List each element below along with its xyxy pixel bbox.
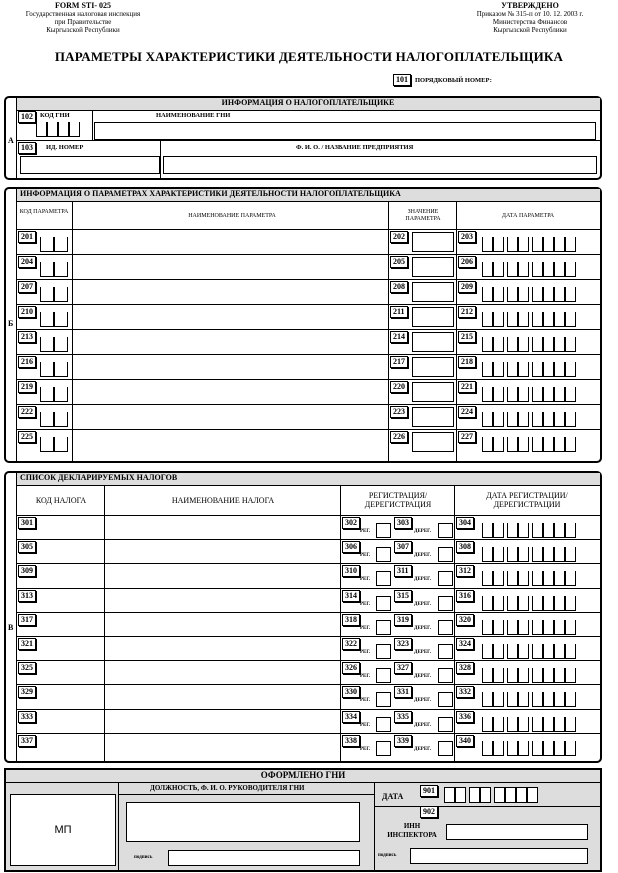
reg-date-cells[interactable]: [482, 741, 579, 756]
footer-title: ОФОРМЛЕНО ГНИ: [6, 770, 600, 783]
reg-date-cells[interactable]: [482, 571, 579, 586]
approval-line3: Кыргызской Республики: [493, 26, 567, 34]
param-date-num: 206: [458, 256, 476, 268]
param-name-field[interactable]: [74, 430, 387, 452]
param-date-cells[interactable]: [482, 287, 579, 302]
b-col-divider-3: [456, 201, 457, 461]
id-number-field[interactable]: [20, 156, 160, 174]
dereg-label: ДЕРЕГ.: [414, 698, 432, 703]
reg-num: 302: [342, 517, 360, 529]
reg-date-num: 304: [456, 517, 474, 529]
page-title: ПАРАМЕТРЫ ХАРАКТЕРИСТИКИ ДЕЯТЕЛЬНОСТИ НАЛОГОПЛАТЕЛЬЩИКА: [54, 49, 564, 64]
param-date-num: 221: [458, 381, 476, 393]
date-underline: [374, 806, 600, 807]
section-a-divider: [16, 98, 17, 178]
reg-date-num: 312: [456, 565, 474, 577]
param-code-cells[interactable]: [40, 262, 68, 277]
reg-checkbox[interactable]: [376, 692, 391, 707]
reg-date-num: 332: [456, 686, 474, 698]
reg-date-cells[interactable]: [482, 547, 579, 562]
section-b-header: [16, 189, 600, 202]
param-date-cells[interactable]: [482, 337, 579, 352]
param-value-field[interactable]: [412, 257, 454, 277]
param-date-cells[interactable]: [482, 362, 579, 377]
serial-number: [393, 69, 492, 87]
section-b-letter: Б: [8, 319, 14, 328]
inspector-label: ИНН ИНСПЕКТОРА: [387, 822, 437, 839]
approval-line1: Приказом № 315-п от 10. 12. 2003 г.: [476, 10, 584, 18]
c-col-divider-3: [454, 485, 455, 761]
section-b: [4, 187, 602, 463]
gni-divider: [92, 110, 93, 140]
tax-code-num: 325: [18, 662, 36, 674]
reg-date-num: 324: [456, 638, 474, 650]
tax-name-field[interactable]: [106, 516, 338, 538]
footer-date-cells[interactable]: [444, 787, 541, 803]
serial-code: 101: [393, 74, 411, 86]
reg-label: РЕГ.: [360, 577, 371, 582]
head-underline: [118, 794, 374, 795]
tax-name-field[interactable]: [106, 589, 338, 611]
tax-name-field[interactable]: [106, 613, 338, 635]
reg-label: РЕГ.: [360, 698, 371, 703]
reg-num: 334: [342, 711, 360, 723]
inspector-sign-label: подпись: [378, 853, 397, 858]
tax-name-field[interactable]: [106, 685, 338, 707]
tax-code-num: 329: [18, 686, 36, 698]
col-param-name: НАИМЕНОВАНИЕ ПАРАМЕТРА: [188, 213, 276, 219]
tax-name-field[interactable]: [106, 637, 338, 659]
reg-checkbox[interactable]: [376, 523, 391, 538]
code-901: 901: [420, 785, 438, 797]
form-code: FORM STI- 025: [55, 1, 111, 10]
dereg-checkbox[interactable]: [438, 717, 453, 732]
reg-label: РЕГ.: [360, 626, 371, 631]
reg-date-cells[interactable]: [482, 692, 579, 707]
tax-name-field[interactable]: [106, 564, 338, 586]
dereg-num: 331: [394, 686, 412, 698]
param-code-num: 225: [18, 431, 36, 443]
inspector-name-field[interactable]: [446, 824, 588, 840]
param-code-cells[interactable]: [40, 287, 68, 302]
param-value-field[interactable]: [412, 282, 454, 302]
section-c-left-divider: [16, 473, 17, 761]
tax-code-field[interactable]: [40, 589, 102, 611]
footer-section: [4, 768, 602, 872]
reg-checkbox[interactable]: [376, 547, 391, 562]
code-103: 103: [18, 142, 36, 154]
tax-code-field[interactable]: [40, 613, 102, 635]
section-a-row-divider: [16, 140, 600, 141]
reg-num: 318: [342, 614, 360, 626]
tax-name-field[interactable]: [106, 710, 338, 732]
issuer-line3: Кыргызской Республики: [46, 26, 120, 34]
serial-label: ПОРЯДКОВЫЙ НОМЕР:: [415, 77, 492, 84]
param-date-num: 215: [458, 331, 476, 343]
tax-code-field[interactable]: [40, 540, 102, 562]
dereg-checkbox[interactable]: [438, 620, 453, 635]
id-divider: [160, 140, 161, 178]
reg-date-num: 308: [456, 541, 474, 553]
param-name-field[interactable]: [74, 405, 387, 427]
reg-num: 310: [342, 565, 360, 577]
param-code-num: 222: [18, 406, 36, 418]
tax-name-field[interactable]: [106, 540, 338, 562]
dereg-label: ДЕРЕГ.: [414, 553, 432, 558]
dereg-checkbox[interactable]: [438, 668, 453, 683]
head-signature-field[interactable]: [168, 850, 360, 866]
section-b-title: ИНФОРМАЦИЯ О ПАРАМЕТРАХ ХАРАКТЕРИСТИКИ ДЕЯТЕЛЬНОСТИ НАЛОГОПЛАТЕЛЬЩИКА: [20, 189, 401, 198]
dereg-checkbox[interactable]: [438, 692, 453, 707]
param-code-cells[interactable]: [40, 362, 68, 377]
param-date-cells[interactable]: [482, 262, 579, 277]
issuer-block: [8, 2, 158, 34]
tax-code-num: 321: [18, 638, 36, 650]
b-col-divider-1: [72, 201, 73, 461]
tax-code-field[interactable]: [40, 637, 102, 659]
dereg-num: 307: [394, 541, 412, 553]
tax-code-field[interactable]: [40, 564, 102, 586]
dereg-checkbox[interactable]: [438, 596, 453, 611]
taxpayer-name-field[interactable]: [163, 156, 597, 174]
param-name-field[interactable]: [74, 355, 387, 377]
param-date-cells[interactable]: [482, 237, 579, 252]
dereg-num: 323: [394, 638, 412, 650]
section-a: [4, 96, 602, 180]
reg-date-num: 336: [456, 711, 474, 723]
param-code-num: 213: [18, 331, 36, 343]
tax-code-num: 337: [18, 735, 36, 747]
reg-date-cells[interactable]: [482, 644, 579, 659]
col-tax-code: КОД НАЛОГА: [35, 496, 87, 505]
reg-date-cells[interactable]: [482, 620, 579, 635]
dereg-label: ДЕРЕГ.: [414, 723, 432, 728]
param-name-field[interactable]: [74, 330, 387, 352]
param-name-field[interactable]: [74, 380, 387, 402]
inspector-signature-field[interactable]: [410, 848, 588, 864]
dereg-label: ДЕРЕГ.: [414, 650, 432, 655]
reg-num: 326: [342, 662, 360, 674]
b-col-divider-2: [388, 201, 389, 461]
param-value-num: 208: [390, 281, 408, 293]
gni-code-cells[interactable]: [36, 122, 80, 137]
param-value-field[interactable]: [412, 307, 454, 327]
code-102: 102: [18, 111, 36, 123]
col-tax-name: НАИМЕНОВАНИЕ НАЛОГА: [171, 496, 275, 505]
param-value-field[interactable]: [412, 407, 454, 427]
dereg-label: ДЕРЕГ.: [414, 529, 432, 534]
tax-name-field[interactable]: [106, 734, 338, 756]
tax-code-num: 301: [18, 517, 36, 529]
gni-name-field[interactable]: [94, 122, 596, 140]
reg-num: 322: [342, 638, 360, 650]
col-param-date: ДАТА ПАРАМЕТРА: [501, 213, 555, 219]
param-date-cells[interactable]: [482, 312, 579, 327]
reg-label: РЕГ.: [360, 650, 371, 655]
approval-line2: Министерства Финансов: [492, 18, 568, 26]
reg-date-num: 328: [456, 662, 474, 674]
dereg-label: ДЕРЕГ.: [414, 626, 432, 631]
head-name-field[interactable]: [126, 802, 360, 842]
param-value-num: 211: [390, 306, 408, 318]
param-name-field[interactable]: [74, 305, 387, 327]
param-code-num: 210: [18, 306, 36, 318]
param-code-cells[interactable]: [40, 312, 68, 327]
section-c: [4, 471, 602, 763]
param-date-num: 227: [458, 431, 476, 443]
issuer-line2: при Правительстве: [54, 18, 112, 26]
param-date-num: 203: [458, 231, 476, 243]
reg-num: 330: [342, 686, 360, 698]
param-code-cells[interactable]: [40, 337, 68, 352]
reg-date-cells[interactable]: [482, 596, 579, 611]
param-value-num: 214: [390, 331, 408, 343]
reg-checkbox[interactable]: [376, 620, 391, 635]
tax-code-num: 309: [18, 565, 36, 577]
section-c-letter: В: [8, 623, 14, 632]
param-value-field[interactable]: [412, 432, 454, 452]
c-col-divider-2: [340, 485, 341, 761]
gni-code-label: КОД ГНИ: [40, 112, 70, 119]
id-label: ИД. НОМЕР: [46, 144, 84, 151]
reg-num: 306: [342, 541, 360, 553]
issuer-line1: Государственная налоговая инспекция: [25, 10, 141, 18]
dereg-num: 319: [394, 614, 412, 626]
stamp-area: МП: [10, 794, 116, 866]
dereg-label: ДЕРЕГ.: [414, 747, 432, 752]
reg-date-num: 320: [456, 614, 474, 626]
head-sign-label: подпись: [134, 855, 153, 860]
dereg-checkbox[interactable]: [438, 523, 453, 538]
param-value-num: 220: [390, 381, 408, 393]
dereg-num: 303: [394, 517, 412, 529]
reg-checkbox[interactable]: [376, 571, 391, 586]
reg-label: РЕГ.: [360, 529, 371, 534]
tax-code-field[interactable]: [40, 710, 102, 732]
dereg-num: 327: [394, 662, 412, 674]
col-param-value: ЗНАЧЕНИЕ ПАРАМЕТРА: [405, 209, 441, 222]
param-value-num: 223: [390, 406, 408, 418]
param-code-num: 219: [18, 381, 36, 393]
param-value-field[interactable]: [412, 357, 454, 377]
param-date-cells[interactable]: [482, 437, 579, 452]
param-value-num: 202: [390, 231, 408, 243]
dereg-label: ДЕРЕГ.: [414, 674, 432, 679]
code-902: 902: [420, 806, 438, 818]
tax-code-field[interactable]: [40, 734, 102, 756]
param-code-num: 207: [18, 281, 36, 293]
tax-name-field[interactable]: [106, 661, 338, 683]
tax-code-num: 333: [18, 711, 36, 723]
dereg-label: ДЕРЕГ.: [414, 577, 432, 582]
dereg-num: 335: [394, 711, 412, 723]
dereg-checkbox[interactable]: [438, 571, 453, 586]
param-date-num: 212: [458, 306, 476, 318]
name-label: Ф. И. О. / НАЗВАНИЕ ПРЕДПРИЯТИЯ: [296, 144, 414, 151]
reg-date-cells[interactable]: [482, 523, 579, 538]
param-value-num: 205: [390, 256, 408, 268]
col-reg-date: ДАТА РЕГИСТРАЦИИ/ ДЕРЕГИСТРАЦИИ: [486, 491, 568, 509]
section-c-title: СПИСОК ДЕКЛАРИРУЕМЫХ НАЛОГОВ: [20, 473, 178, 482]
reg-checkbox[interactable]: [376, 596, 391, 611]
c-col-divider-1: [104, 485, 105, 761]
param-code-num: 216: [18, 356, 36, 368]
dereg-checkbox[interactable]: [438, 547, 453, 562]
param-name-field[interactable]: [74, 280, 387, 302]
reg-date-cells[interactable]: [482, 668, 579, 683]
reg-date-num: 340: [456, 735, 474, 747]
param-value-num: 226: [390, 431, 408, 443]
param-code-cells[interactable]: [40, 412, 68, 427]
tax-code-field[interactable]: [40, 685, 102, 707]
col-reg: РЕГИСТРАЦИЯ/ ДЕРЕГИСТРАЦИЯ: [364, 491, 432, 509]
date-label: ДАТА: [382, 792, 404, 801]
reg-date-num: 316: [456, 590, 474, 602]
param-date-cells[interactable]: [482, 412, 579, 427]
reg-checkbox[interactable]: [376, 644, 391, 659]
tax-code-num: 305: [18, 541, 36, 553]
param-value-field[interactable]: [412, 232, 454, 252]
param-value-field[interactable]: [412, 332, 454, 352]
dereg-num: 339: [394, 735, 412, 747]
tax-code-num: 313: [18, 590, 36, 602]
param-code-cells[interactable]: [40, 387, 68, 402]
reg-label: РЕГ.: [360, 602, 371, 607]
tax-code-num: 317: [18, 614, 36, 626]
reg-checkbox[interactable]: [376, 717, 391, 732]
dereg-label: ДЕРЕГ.: [414, 602, 432, 607]
param-value-num: 217: [390, 356, 408, 368]
approval-block: [455, 2, 605, 34]
approved-label: УТВЕРЖДЕНО: [501, 1, 559, 10]
dereg-num: 311: [394, 565, 412, 577]
param-code-num: 204: [18, 256, 36, 268]
section-a-title: ИНФОРМАЦИЯ О НАЛОГОПЛАТЕЛЬЩИКЕ: [221, 98, 395, 107]
param-code-num: 201: [18, 231, 36, 243]
reg-num: 314: [342, 590, 360, 602]
footer-divider-2: [374, 782, 375, 870]
reg-checkbox[interactable]: [376, 741, 391, 756]
section-a-letter: А: [8, 136, 14, 145]
section-a-header: [16, 98, 600, 111]
reg-checkbox[interactable]: [376, 668, 391, 683]
tax-code-field[interactable]: [40, 516, 102, 538]
tax-code-field[interactable]: [40, 661, 102, 683]
head-label: ДОЛЖНОСТЬ, Ф. И. О. РУКОВОДИТЕЛЯ ГНИ: [150, 784, 305, 792]
col-param-code: КОД ПАРАМЕТРА: [19, 209, 69, 215]
param-date-num: 224: [458, 406, 476, 418]
param-name-field[interactable]: [74, 230, 387, 252]
reg-date-cells[interactable]: [482, 717, 579, 732]
param-date-num: 209: [458, 281, 476, 293]
param-name-field[interactable]: [74, 255, 387, 277]
reg-label: РЕГ.: [360, 553, 371, 558]
dereg-checkbox[interactable]: [438, 644, 453, 659]
dereg-num: 315: [394, 590, 412, 602]
reg-label: РЕГ.: [360, 747, 371, 752]
param-date-num: 218: [458, 356, 476, 368]
param-value-field[interactable]: [412, 382, 454, 402]
reg-num: 338: [342, 735, 360, 747]
gni-name-label: НАИМЕНОВАНИЕ ГНИ: [156, 112, 231, 119]
footer-divider-1: [118, 782, 119, 870]
param-date-cells[interactable]: [482, 387, 579, 402]
param-code-cells[interactable]: [40, 237, 68, 252]
reg-label: РЕГ.: [360, 723, 371, 728]
dereg-checkbox[interactable]: [438, 741, 453, 756]
reg-label: РЕГ.: [360, 674, 371, 679]
param-code-cells[interactable]: [40, 437, 68, 452]
